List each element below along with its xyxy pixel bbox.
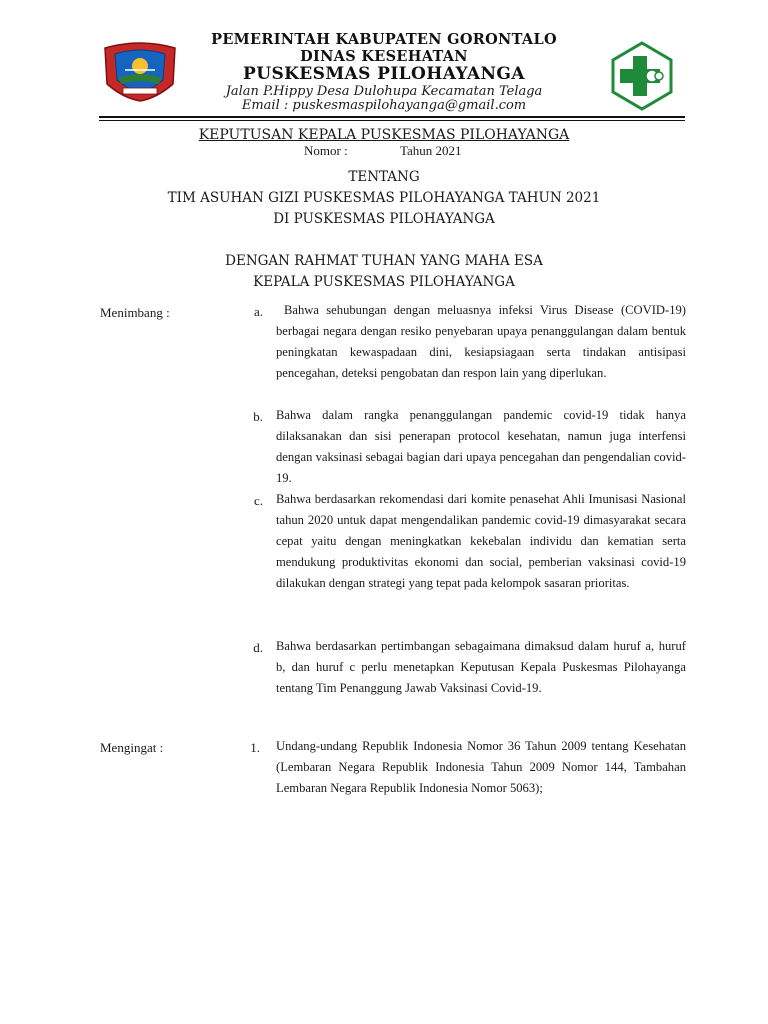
kepala-heading: KEPALA PUSKESMAS PILOHAYANGA [253, 274, 515, 290]
header-department: DINAS KESEHATAN [300, 48, 468, 65]
mengingat-item-1: Undang-undang Republik Indonesia Nomor 36 Tahun 2009 tentang Kesehatan (Lembaran Negara Republik Indonesia Tahun 2009 Nomor 144, Tambahan Lembaran Negara Republik Indonesia Nomor 5063); [276, 739, 686, 795]
header-address: Jalan P.Hippy Desa Dulohupa Kecamatan Telaga [225, 84, 543, 99]
header-government: PEMERINTAH KABUPATEN GORONTALO [211, 31, 557, 48]
menimbang-marker-c: c. [253, 493, 263, 508]
header-email: Email : puskesmaspilohayanga@gmail.com [241, 98, 527, 113]
decree-year: Tahun 2021 [400, 143, 462, 158]
decree-number-label: Nomor : [304, 143, 348, 158]
menimbang-item-c: Bahwa berdasarkan rekomendasi dari komite penasehat Ahli Imunisasi Nasional tahun 2020 untuk dapat mengendalikan pandemic covid-19 dimasyarakat secara cepat yaitu dengan meningkatkan kekebalan individu dan kematian serta mendukung produktivitas ekonomi dan social, pemberian vaksinasi covid-19 dilakukan dengan strategi yang tepat pada kelompok sasaran prioritas. [276, 492, 686, 590]
tentang-heading: TENTANG [348, 169, 420, 185]
mengingat-label: Mengingat : [100, 740, 164, 755]
decree-title: KEPUTUSAN KEPALA PUSKESMAS PILOHAYANGA [198, 127, 570, 143]
subject-line-2: DI PUSKESMAS PILOHAYANGA [273, 211, 495, 227]
header-rule-thin [99, 120, 685, 121]
header-puskesmas: PUSKESMAS PILOHAYANGA [243, 64, 525, 84]
menimbang-marker-d: d. [253, 640, 263, 655]
menimbang-item-a: Bahwa sehubungan dengan meluasnya infeksi Virus Disease (COVID-19) berbagai negara dengan resiko penyebaran upaya penanggulangan dalam bentuk peningkatan kewaspadaan dini, kesiapsiagaan serta tindakan antisipasi pencegahan, deteksi pengobatan dan respon lain yang diperlukan. [276, 303, 686, 380]
subject-line-1: TIM ASUHAN GIZI PUSKESMAS PILOHAYANGA TAHUN 2021 [167, 190, 601, 206]
menimbang-marker-b: b. [253, 409, 263, 424]
menimbang-label: Menimbang : [100, 305, 170, 320]
rahmat-heading: DENGAN RAHMAT TUHAN YANG MAHA ESA [225, 253, 543, 269]
menimbang-marker-a: a. [253, 304, 263, 319]
mengingat-marker-1: 1. [250, 740, 260, 755]
menimbang-item-d: Bahwa berdasarkan pertimbangan sebagaimana dimaksud dalam huruf a, huruf b, dan huruf c perlu menetapkan Keputusan Kepala Puskesmas Pilohayanga tentang Tim Penanggung Jawab Vaksinasi Covid-19. [276, 639, 686, 695]
header-rule-thick [99, 116, 685, 118]
menimbang-item-b: Bahwa dalam rangka penanggulangan pandemic covid-19 tidak hanya dilaksanakan dan sisi penerapan protocol kesehatan, namun juga interfensi dengan vaksinasi sebagai bagian dari upaya pencegahan dan pengendalian covid-19. [276, 408, 686, 485]
